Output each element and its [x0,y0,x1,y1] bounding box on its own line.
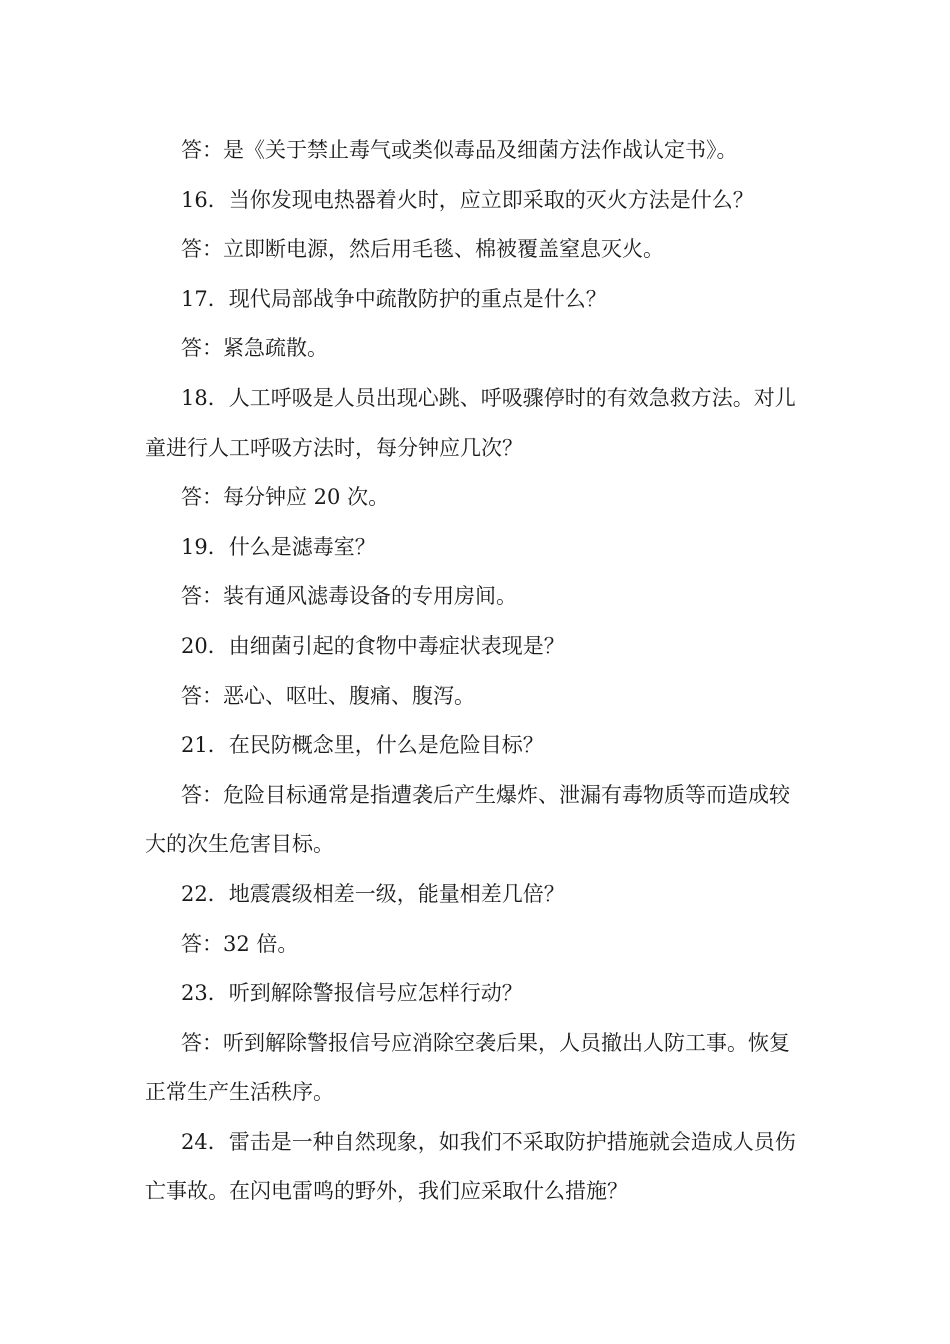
answer-15: 答：是《关于禁止毒气或类似毒品及细菌方法作战认定书》。 [181,138,738,162]
answer-21: 答：危险目标通常是指遭袭后产生爆炸、泄漏有毒物质等而造成较大的次生危害目标。 [145,782,790,857]
question-22: 22．地震震级相差一级，能量相差几倍？ [181,881,565,906]
question-19: 19．什么是滤毒室？ [181,534,376,559]
question-20: 20．由细菌引起的食物中毒症状表现是？ [181,633,565,658]
answer-16: 答：立即断电源，然后用毛毯、棉被覆盖窒息灭火。 [181,237,664,262]
answer-18: 答：每分钟应 20 次。 [181,485,390,510]
question-21: 21．在民防概念里，什么是危险目标？ [181,733,544,758]
answer-22: 答：32 倍。 [181,931,299,956]
answer-20: 答：恶心、呕吐、腹痛、腹泻。 [181,683,475,708]
question-17: 17．现代局部战争中疏散防护的重点是什么？ [181,286,607,311]
question-18: 18．人工呼吸是人员出现心跳、呼吸骤停时的有效急救方法。对儿童进行人工呼吸方法时，每分钟应几次？ [145,385,796,460]
document-body [145,126,810,1217]
answer-19: 答：装有通风滤毒设备的专用房间。 [181,584,517,609]
question-23: 23．听到解除警报信号应怎样行动？ [181,981,523,1006]
answer-17: 答：紧急疏散。 [181,336,328,361]
question-16: 16．当你发现电热器着火时，应立即采取的灭火方法是什么？ [181,187,754,212]
answer-23: 答：听到解除警报信号应消除空袭后果，人员撤出人防工事。恢复正常生产生活秩序。 [145,1030,790,1105]
question-24: 24．雷击是一种自然现象，如我们不采取防护措施就会造成人员伤亡事故。在闪电雷鸣的野外，我们应采取什么措施？ [145,1129,796,1204]
